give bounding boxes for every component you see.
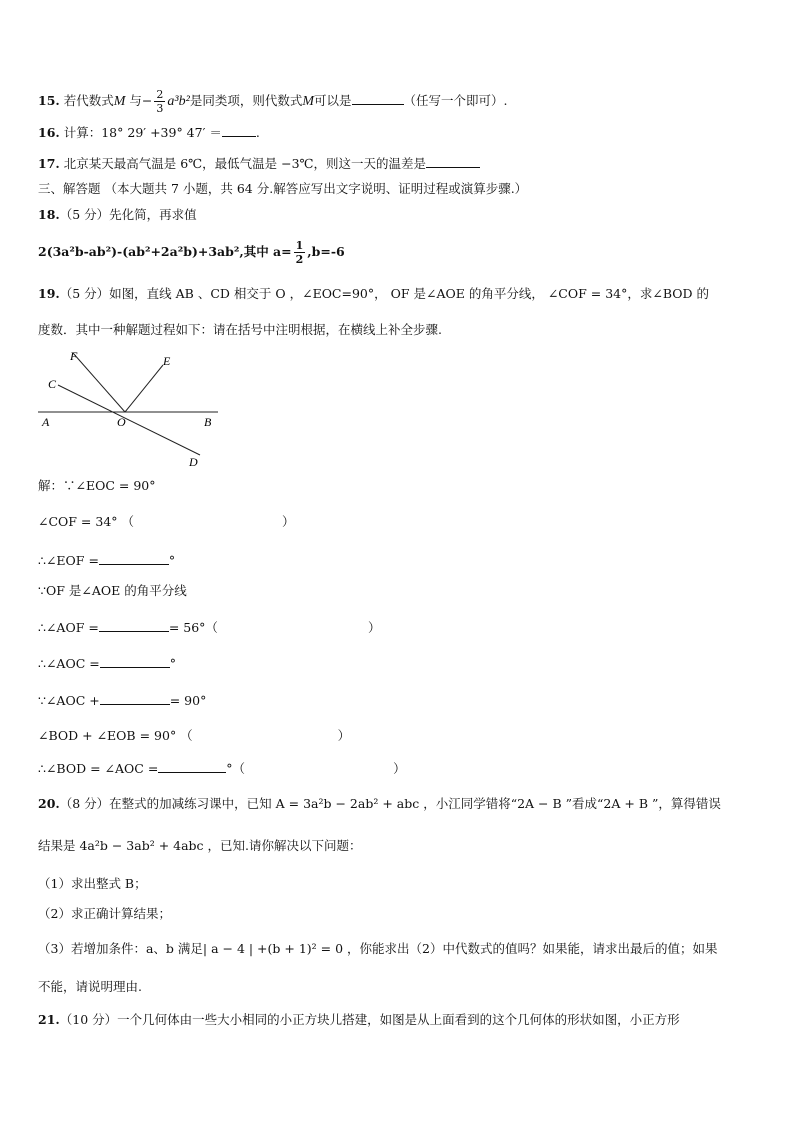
q15-number: 15. — [38, 93, 60, 108]
label-c: C — [48, 377, 57, 391]
sol-7-eq: = 90° — [169, 693, 207, 708]
label-e: E — [163, 354, 171, 368]
q21-text: （10 分）一个几何体由一些大小相同的小正方块儿搭建，如图是从上面看到的这个几何体的形状如图，小正方形 — [59, 1012, 680, 1027]
q18-expression — [38, 239, 345, 266]
label-d: D — [189, 455, 198, 469]
q19-number: 19. — [38, 286, 60, 301]
q16-text: 计算：18° 29′ +39° 47′ ＝ — [63, 125, 222, 140]
sol-line-5 — [38, 619, 380, 636]
q15-term: a³b² — [167, 94, 190, 109]
sol-2-close: ） — [282, 514, 295, 529]
angle-figure — [30, 345, 230, 475]
sol-line-7 — [38, 692, 206, 709]
q17-text: 北京某天最高气温是 6℃，最低气温是 −3℃，则这一天的温差是 — [63, 156, 427, 171]
q20-number: 20. — [38, 796, 60, 811]
sol-line-7-text: ∵∠AOC + — [38, 693, 100, 708]
ray-of — [73, 353, 125, 412]
sol-8-close: ） — [337, 728, 351, 743]
q19-line1: （5 分）如图，直线 AB 、CD 相交于 O ，∠EOC=90°， OF 是∠AOE 的角平分线， ∠COF = 34°，求∠BOD 的 — [59, 286, 709, 301]
q15-text-c: 是同类项，则代数式 — [189, 93, 303, 108]
sol-line-6-text: ∴∠AOC = — [38, 656, 100, 671]
q15-neg: − — [141, 93, 153, 108]
label-b: B — [204, 415, 212, 429]
sol-line-2-text: ∠COF = 34° （ — [38, 514, 135, 529]
sol-line-2 — [38, 514, 295, 530]
sol-9-deg: °（ — [226, 761, 246, 776]
q17-answer-blank[interactable] — [426, 155, 480, 168]
q20-part3-cont: 不能，请说明理由. — [38, 979, 142, 994]
q20-part2: （2）求正确计算结果； — [38, 906, 171, 921]
sol-6-deg: ° — [169, 656, 176, 671]
sol-line-9-text: ∴∠BOD = ∠AOC = — [38, 761, 159, 776]
sol-3-deg: ° — [168, 553, 176, 568]
question-20 — [38, 796, 721, 812]
q20-line1: （8 分）在整式的加减练习课中，已知 A = 3a²b − 2ab² + abc ，小江同学错将“2A − B ”看成“2A + B ”，算得错误 — [59, 796, 721, 811]
q18-fraction — [294, 239, 306, 266]
q17-number: 17. — [38, 156, 60, 171]
q15-text-a: 若代数式 — [63, 93, 114, 108]
q18-text: （5 分）先化简，再求值 — [59, 207, 197, 222]
sol-line-4: ∵OF 是∠AOE 的角平分线 — [38, 583, 187, 598]
q15-text-e: （任写一个即可）. — [403, 93, 508, 108]
q18-expr: 2(3a²b-ab²)-(ab²+2a²b)+3ab²,其中 a= — [38, 244, 292, 259]
sol-3-blank[interactable] — [99, 552, 169, 565]
question-18 — [38, 207, 197, 223]
sol-9-blank[interactable] — [158, 760, 226, 773]
ray-oe — [125, 365, 163, 412]
q18-frac-den: 2 — [295, 253, 304, 266]
question-16 — [38, 124, 260, 141]
q18-number: 18. — [38, 207, 60, 222]
sol-line-6 — [38, 655, 176, 672]
sol-line-8 — [38, 728, 350, 744]
label-f: F — [70, 349, 78, 363]
label-o: O — [117, 415, 126, 429]
q20-part1: （1）求出整式 B； — [38, 876, 147, 891]
q20-part3: （3）若增加条件：a、b 满足| a − 4 | +(b + 1)² = 0 ，你能求出（2）中代数式的值吗？如果能，请求出最后的值；如果 — [38, 941, 718, 956]
q16-answer-blank[interactable] — [222, 124, 256, 137]
sol-5-close: ） — [367, 620, 381, 635]
sol-5-eq: = 56°（ — [168, 620, 218, 635]
sol-5-blank[interactable] — [99, 619, 169, 632]
q19-line2: 度数．其中一种解题过程如下：请在括号中注明根据，在横线上补全步骤. — [38, 322, 442, 337]
q15-frac-num: 2 — [156, 88, 164, 101]
sol-line-5-text: ∴∠AOF = — [38, 620, 99, 635]
sol-line-9 — [38, 760, 406, 777]
q15-text-d: 可以是 — [314, 93, 352, 108]
sol-line-8-text: ∠BOD + ∠EOB = 90° （ — [38, 728, 193, 743]
question-15 — [38, 88, 508, 115]
question-19 — [38, 286, 709, 302]
q18-frac-num: 1 — [295, 239, 304, 252]
q15-answer-blank[interactable] — [352, 92, 404, 105]
sol-line-3-text: ∴∠EOF = — [38, 553, 99, 568]
q15-var-m2: M — [302, 94, 314, 109]
label-a: A — [42, 415, 50, 429]
question-21 — [38, 1012, 680, 1028]
sol-line-1: 解：∵∠EOC = 90° — [38, 478, 156, 493]
sol-6-blank[interactable] — [100, 655, 170, 668]
q20-line2: 结果是 4a²b − 3ab² + 4abc ，已知.请你解决以下问题： — [38, 838, 362, 853]
q16-number: 16. — [38, 125, 60, 140]
q15-text-b: 与 — [129, 93, 142, 108]
q15-frac-den: 3 — [156, 102, 164, 115]
q21-number: 21. — [38, 1012, 60, 1027]
sol-7-blank[interactable] — [100, 692, 170, 705]
q15-var-m: M — [113, 94, 126, 109]
question-17 — [38, 155, 480, 172]
line-cd — [58, 385, 200, 455]
q15-fraction — [154, 88, 165, 115]
q16-end: . — [255, 125, 260, 140]
section-heading: 三、解答题 （本大题共 7 小题，共 64 分.解答应写出文字说明、证明过程或演算步骤.） — [38, 181, 528, 196]
q18-tail: ,b=-6 — [307, 244, 345, 259]
sol-9-close: ） — [393, 761, 406, 776]
sol-line-3 — [38, 552, 175, 569]
